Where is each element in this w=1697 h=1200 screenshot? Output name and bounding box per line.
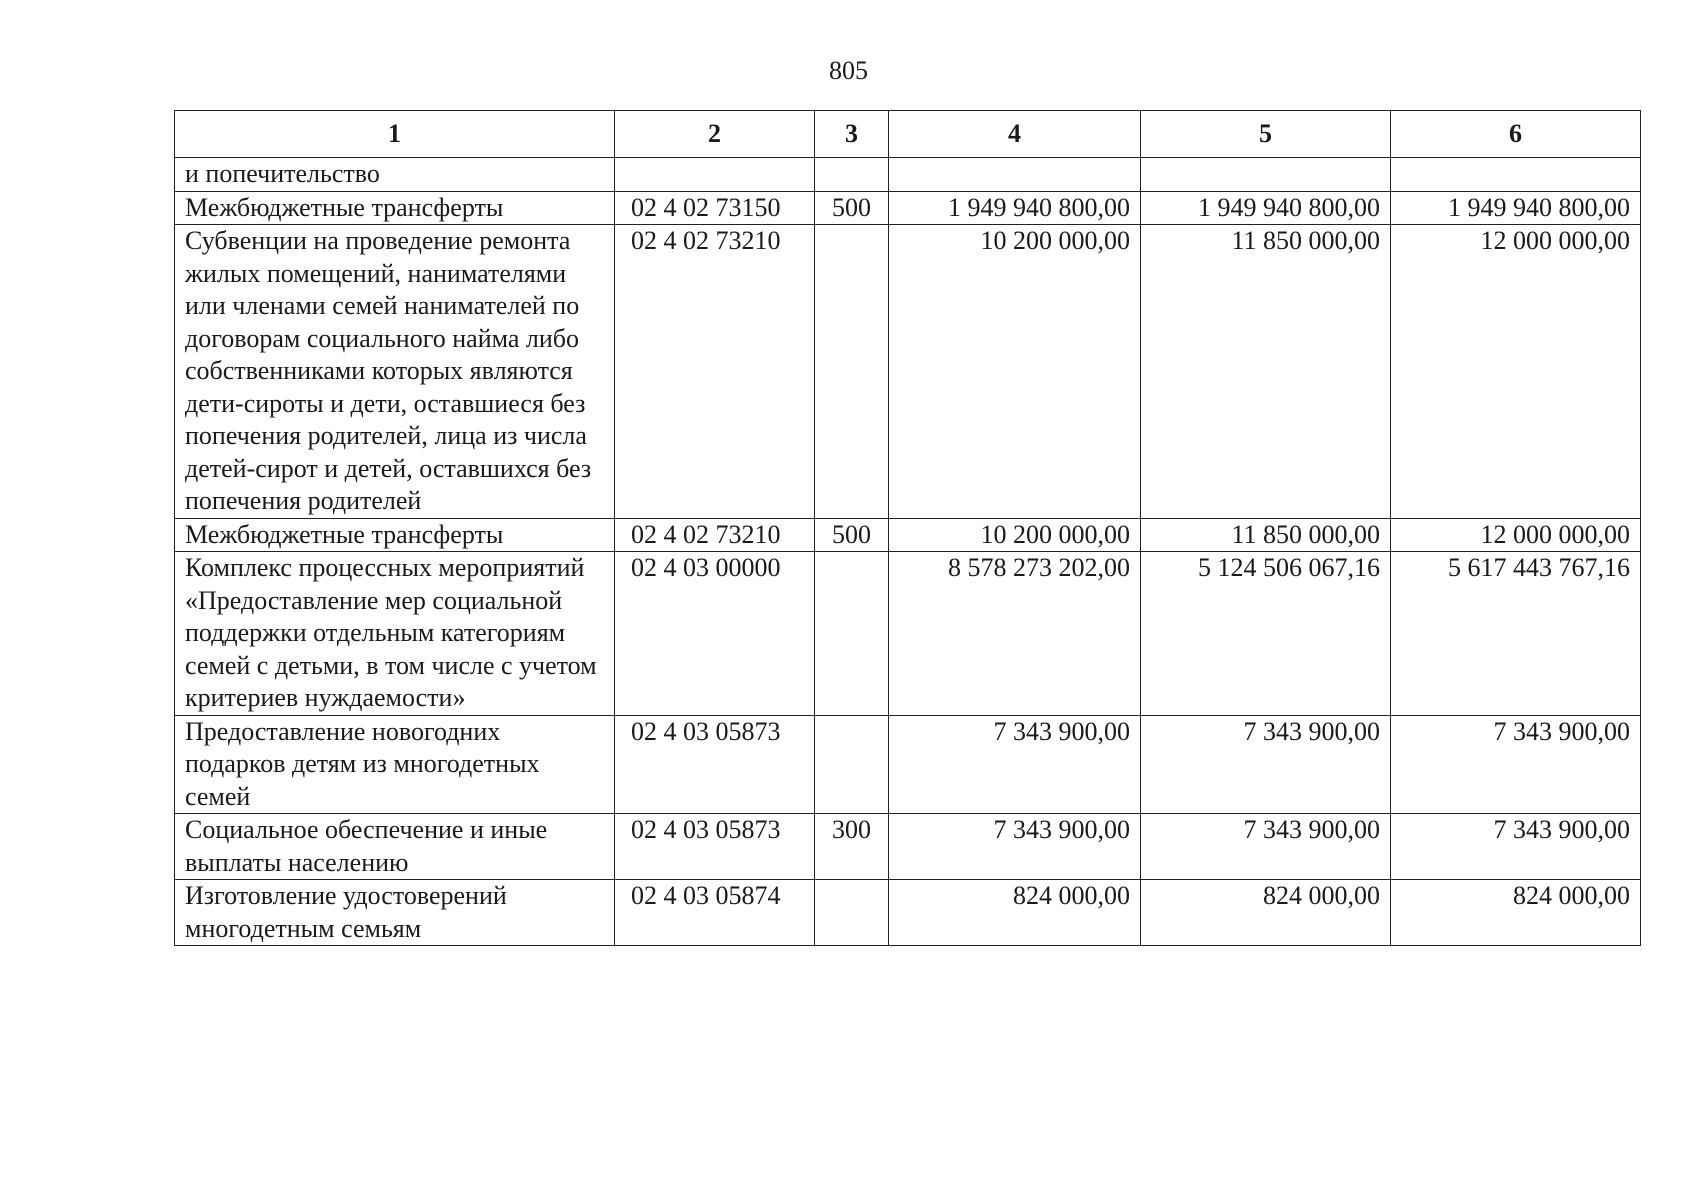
row-amount-2: 1 949 940 800,00 — [1141, 191, 1391, 225]
row-type: 500 — [815, 518, 889, 552]
column-header: 5 — [1141, 111, 1391, 158]
row-code: 02 4 02 73210 — [615, 225, 815, 519]
row-amount-2: 7 343 900,00 — [1141, 814, 1391, 880]
row-name: Комплекс процессных мероприятий «Предоставление мер социальной поддержки отдельным категориям семей с детьми, в том числе с учетом критериев нуждаемости» — [175, 552, 615, 716]
column-header: 6 — [1391, 111, 1641, 158]
row-amount-3: 1 949 940 800,00 — [1391, 191, 1641, 225]
row-name: Социальное обеспечение и иные выплаты населению — [175, 814, 615, 880]
row-amount-3 — [1391, 158, 1641, 192]
row-code: 02 4 02 73210 — [615, 518, 815, 552]
column-header: 2 — [615, 111, 815, 158]
row-amount-3: 12 000 000,00 — [1391, 518, 1641, 552]
column-header: 3 — [815, 111, 889, 158]
row-amount-1: 10 200 000,00 — [889, 225, 1141, 519]
table-row — [175, 518, 1641, 552]
row-code: 02 4 03 05873 — [615, 814, 815, 880]
row-amount-3: 5 617 443 767,16 — [1391, 552, 1641, 716]
table-row — [175, 225, 1641, 519]
row-amount-3: 12 000 000,00 — [1391, 225, 1641, 519]
row-code — [615, 158, 815, 192]
page-number: 805 — [829, 56, 868, 85]
table-row — [175, 552, 1641, 716]
row-amount-1: 7 343 900,00 — [889, 814, 1141, 880]
row-amount-1: 10 200 000,00 — [889, 518, 1141, 552]
row-amount-1: 7 343 900,00 — [889, 715, 1141, 814]
row-code: 02 4 02 73150 — [615, 191, 815, 225]
row-amount-2: 11 850 000,00 — [1141, 225, 1391, 519]
table-row — [175, 715, 1641, 814]
row-type — [815, 552, 889, 716]
row-amount-2 — [1141, 158, 1391, 192]
row-name: Межбюджетные трансферты — [175, 191, 615, 225]
row-code: 02 4 03 05873 — [615, 715, 815, 814]
row-name: Межбюджетные трансферты — [175, 518, 615, 552]
row-amount-2: 7 343 900,00 — [1141, 715, 1391, 814]
row-amount-1 — [889, 158, 1141, 192]
column-header: 4 — [889, 111, 1141, 158]
row-amount-1: 8 578 273 202,00 — [889, 552, 1141, 716]
row-code: 02 4 03 05874 — [615, 880, 815, 946]
row-name: Субвенции на проведение ремонта жилых помещений, нанимателями или членами семей нанимателей по договорам социального найма либо собственниками которых являются дети-сироты и дети, оставшиеся без попечения родителей, лица из числа детей-сирот и детей, оставшихся без попечения родителей — [175, 225, 615, 519]
row-name: и попечительство — [175, 158, 615, 192]
table-row — [175, 158, 1641, 192]
column-header: 1 — [175, 111, 615, 158]
row-name: Изготовление удостоверений многодетным семьям — [175, 880, 615, 946]
row-amount-1: 1 949 940 800,00 — [889, 191, 1141, 225]
table-row — [175, 191, 1641, 225]
row-type — [815, 880, 889, 946]
row-type: 500 — [815, 191, 889, 225]
table-row — [175, 880, 1641, 946]
row-type — [815, 225, 889, 519]
row-type — [815, 715, 889, 814]
table-row — [175, 814, 1641, 880]
table-header-row — [175, 111, 1641, 158]
row-amount-2: 824 000,00 — [1141, 880, 1391, 946]
row-amount-3: 7 343 900,00 — [1391, 715, 1641, 814]
row-amount-2: 5 124 506 067,16 — [1141, 552, 1391, 716]
row-amount-3: 7 343 900,00 — [1391, 814, 1641, 880]
budget-table — [174, 110, 1641, 946]
row-amount-2: 11 850 000,00 — [1141, 518, 1391, 552]
row-type — [815, 158, 889, 192]
row-amount-3: 824 000,00 — [1391, 880, 1641, 946]
row-amount-1: 824 000,00 — [889, 880, 1141, 946]
row-name: Предоставление новогодних подарков детям из многодетных семей — [175, 715, 615, 814]
row-type: 300 — [815, 814, 889, 880]
row-code: 02 4 03 00000 — [615, 552, 815, 716]
